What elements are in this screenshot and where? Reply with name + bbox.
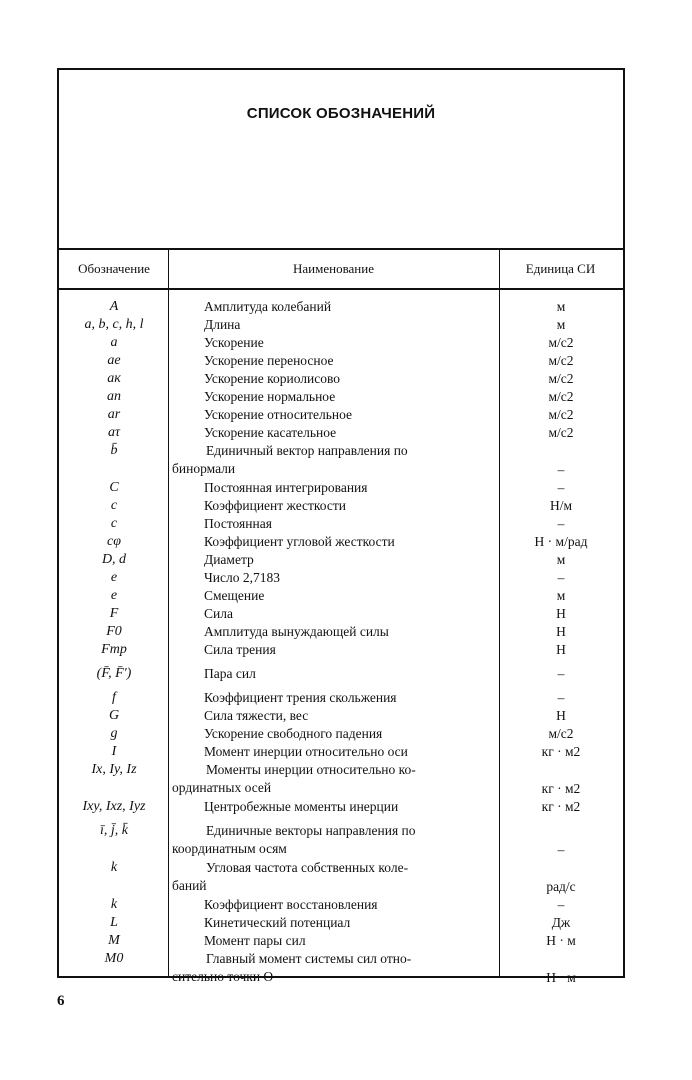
table-row [59,388,623,406]
symbol-cell: e [110,588,118,603]
page-title: СПИСОК ОБОЗНАЧЕНИЙ [246,105,436,122]
symbol-cell: g [110,726,118,741]
symbol-cell: F [109,606,119,621]
unit-cell: м/с2 [548,425,574,440]
table-row [59,859,623,896]
table-row [59,914,623,932]
name-line: Моменты инерции относительно ко- [206,762,416,777]
unit-cell: – [557,516,565,531]
table-row [59,479,623,497]
unit-cell: м [556,317,566,332]
table-row [59,725,623,743]
name-line-continued: баний [172,878,207,893]
table-row [59,587,623,605]
name-cell: Амплитуда колебаний [204,299,332,314]
name-cell: Момент пары сил [204,933,306,948]
name-cell: Смещение [204,588,265,603]
name-cell [172,761,462,798]
symbol-cell: D, d [101,552,127,567]
column-header-name: Наименование [293,261,374,276]
name-cell: Ускорение кориолисово [204,371,341,386]
symbol-cell: C [109,480,119,495]
name-cell: Диаметр [204,552,254,567]
unit-cell: Н [556,624,566,639]
table-row [59,605,623,623]
table-row [59,896,623,914]
unit-cell: кг · м2 [541,799,581,814]
table-row [59,569,623,587]
unit-cell: – [557,462,565,477]
symbol-cell: I [111,744,117,759]
table-row [59,950,623,987]
table-row [59,707,623,725]
name-line: Единичный вектор направления по [206,443,408,458]
name-cell: Число 2,7183 [204,570,280,585]
table-row [59,822,623,859]
table-row [59,551,623,569]
unit-cell: Н · м [546,933,576,948]
name-cell: Амплитуда вынуждающей силы [204,624,389,639]
table-row [59,316,623,334]
name-cell: Постоянная интегрирования [204,480,368,495]
table-row [59,641,623,665]
table-frame [57,68,625,985]
unit-cell: м [556,552,566,567]
table-row [59,406,623,424]
name-cell: Коэффициент угловой жесткости [204,534,395,549]
unit-cell: кг · м2 [541,744,581,759]
unit-cell: м/с2 [548,726,574,741]
table-row [59,743,623,761]
symbol-cell: f [112,690,116,705]
name-cell: Коэффициент восстановления [204,897,378,912]
unit-cell: м/с2 [548,353,574,368]
name-line: Единичные векторы направления по [206,823,416,838]
table-row [59,334,623,352]
name-cell: Ускорение свободного падения [204,726,383,741]
table-row [59,761,623,798]
symbol-cell: an [107,389,121,404]
symbol-cell: A [109,299,119,314]
symbol-cell: b̄ [110,443,118,458]
name-cell [172,442,462,479]
table-row [59,442,623,479]
name-line-continued: сительно точки O [172,969,274,984]
unit-cell: рад/с [546,879,576,894]
table-header [59,248,623,290]
name-line: Угловая частота собственных коле- [206,860,409,875]
page-number: 6 [57,993,65,1009]
unit-cell: кг · м2 [541,781,581,796]
unit-cell: – [557,480,565,495]
symbol-cell: M0 [104,951,124,966]
unit-cell: Н · м [546,970,576,985]
name-cell: Сила трения [204,642,276,657]
name-line: Главный момент системы сил отно- [206,951,412,966]
unit-cell: Н · м/рад [534,534,588,549]
name-cell [172,859,462,896]
table-row [59,370,623,388]
symbol-cell: L [110,915,118,930]
symbol-cell: e [110,570,118,585]
name-cell: Ускорение касательное [204,425,337,440]
name-cell: Центробежные моменты инерции [204,799,399,814]
name-cell: Длина [204,317,241,332]
unit-cell: м [556,588,566,603]
symbol-cell: ī, j̄, k̄ [100,823,128,838]
symbol-cell: Fтр [101,642,127,657]
symbol-cell: a [110,335,118,350]
unit-cell: м/с2 [548,335,574,350]
name-cell: Постоянная [204,516,272,531]
symbol-cell: a, b, c, h, l [84,317,144,332]
unit-cell: – [557,897,565,912]
name-cell: Ускорение нормальное [204,389,336,404]
table-row [59,298,623,316]
symbol-cell: c [110,498,118,513]
table-row [59,424,623,442]
unit-cell: – [557,666,565,681]
name-cell [172,822,462,859]
unit-cell: м/с2 [548,407,574,422]
name-cell: Сила [204,606,233,621]
unit-cell: – [557,690,565,705]
table-row [59,798,623,822]
table-row [59,623,623,641]
table-row [59,352,623,370]
symbol-cell: cφ [107,534,121,549]
symbol-cell: aк [107,371,121,386]
unit-cell: Н [556,708,566,723]
symbol-cell: (F̄, F̄′) [96,666,132,681]
column-header-symbol: Обозначение [78,261,150,276]
name-line-continued: бинормали [172,461,236,476]
table-row [59,665,623,689]
unit-cell: м/с2 [548,389,574,404]
name-cell: Момент инерции относительно оси [204,744,408,759]
unit-cell: Н/м [549,498,573,513]
name-cell [172,950,462,987]
name-cell: Ускорение относительное [204,407,353,422]
symbol-cell: M [108,933,120,948]
unit-cell: Н [556,642,566,657]
symbol-cell: Ixy, Ixz, Iyz [82,799,146,814]
name-line-continued: координатным осям [172,841,287,856]
symbol-cell: Ix, Iy, Iz [91,762,137,777]
unit-cell: Дж [551,915,571,930]
symbol-cell: G [108,708,120,723]
table-row [59,932,623,950]
unit-cell: – [557,570,565,585]
symbol-cell: c [110,516,118,531]
unit-cell: – [557,842,565,857]
table-row [59,515,623,533]
symbol-cell: aτ [107,425,120,440]
symbol-cell: F0 [106,624,122,639]
name-cell: Коэффициент трения скольжения [204,690,397,705]
table-body [59,298,623,987]
table-row [59,689,623,707]
name-cell: Сила тяжести, вес [204,708,309,723]
table-row [59,497,623,515]
name-cell: Ускорение [204,335,264,350]
name-cell: Пара сил [204,666,256,681]
column-header-unit: Единица СИ [525,261,596,276]
name-cell: Коэффициент жесткости [204,498,346,513]
table-row [59,533,623,551]
unit-cell: Н [556,606,566,621]
symbol-cell: k [110,897,118,912]
symbol-cell: ae [107,353,121,368]
name-cell: Ускорение переносное [204,353,334,368]
symbol-cell: ar [107,407,121,422]
unit-cell: м [556,299,566,314]
name-cell: Кинетический потенциал [204,915,351,930]
unit-cell: м/с2 [548,371,574,386]
symbol-cell: k [110,860,118,875]
name-line-continued: ординатных осей [172,780,272,795]
